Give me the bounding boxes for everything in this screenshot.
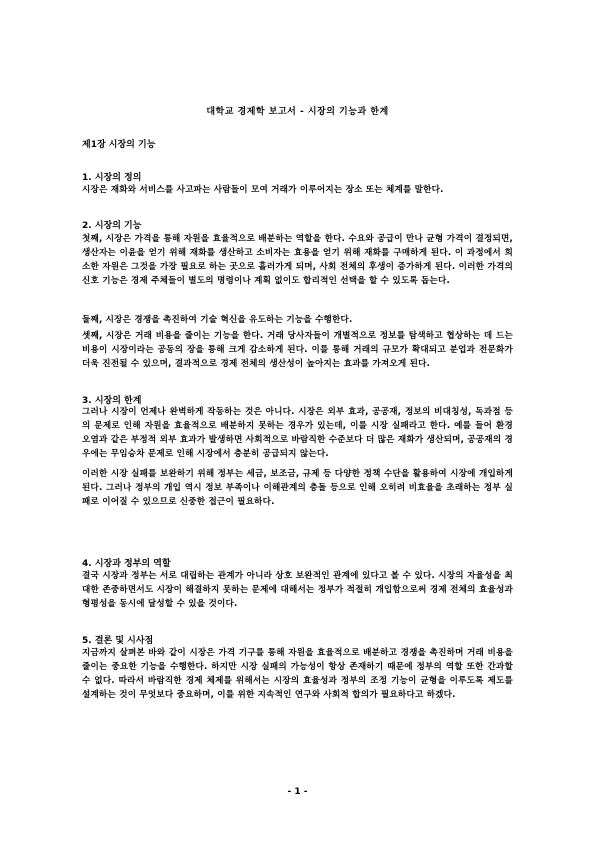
body-paragraph: 셋째, 시장은 거래 비용을 줄이는 기능을 한다. 거래 당사자들이 개별적으로 정보를 탐색하고 협상하는 데 드는 비용이 시장이라는 공동의 장을 통해 크게 감소하게 된다. 이를 통해 거래의 규모가 확대되고 분업과 전문화가 더욱 진전될 수 있으며, 결과적으로 경제 전체의 생산성이 높아지는 효과를 가져오게 된다. [82, 331, 513, 370]
document-title: 대학교 경제학 보고서 - 시장의 기능과 한계 [206, 107, 389, 117]
body-paragraph: 시장은 재화와 서비스를 사고파는 사람들이 모여 거래가 이루어지는 장소 또는 체계를 말한다. [82, 185, 444, 195]
body-paragraph: 둘째, 시장은 경쟁을 촉진하여 기술 혁신을 유도하는 기능을 수행한다. [82, 315, 353, 325]
section-heading: 2. 시장의 기능 [82, 221, 142, 231]
chapter-heading: 제1장 시장의 기능 [82, 140, 156, 150]
section-heading: 4. 시장과 정부의 역할 [82, 559, 171, 569]
page-number: - 1 - [287, 787, 308, 797]
section-heading: 3. 시장의 한계 [82, 396, 142, 406]
section-heading: 5. 결론 및 시사점 [82, 636, 154, 646]
body-paragraph: 지금까지 살펴본 바와 같이 시장은 가격 기구를 통해 자원을 효율적으로 배분하고 경쟁을 촉진하며 거래 비용을 줄이는 중요한 기능을 수행한다. 하지만 시장 실패의 가능성이 항상 존재하기 때문에 정부의 역할 또한 간과할 수 없다. 따라서 바람직한 경제 체제를 위해서는 시장의 효율성과 정부의 조정 기능이 균형을 이루도록 제도를 설계하는 것이 무엇보다 중요하며, 이를 위한 지속적인 연구와 사회적 합의가 필요하다고 하겠다. [82, 648, 513, 701]
body-paragraph: 결국 시장과 정부는 서로 대립하는 관계가 아니라 상호 보완적인 관계에 있다고 볼 수 있다. 시장의 자율성을 최대한 존중하면서도 시장이 해결하지 못하는 문제에 대해서는 정부가 적절히 개입함으로써 경제 전체의 효율성과 형평성을 동시에 달성할 수 있을 것이다. [82, 571, 513, 610]
section-heading: 1. 시장의 정의 [82, 173, 142, 183]
body-paragraph: 첫째, 시장은 가격을 통해 자원을 효율적으로 배분하는 역할을 한다. 수요와 공급이 만나 균형 가격이 결정되면, 생산자는 이윤을 얻기 위해 재화를 생산하고 소비자는 효용을 얻기 위해 재화를 구매하게 된다. 이 과정에서 희소한 자원은 그것을 가장 필요로 하는 곳으로 흘러가게 되며, 사회 전체의 후생이 증가하게 된다. 이러한 가격의 신호 기능은 경제 주체들이 별도의 명령이나 계획 없이도 합리적인 선택을 할 수 있도록 돕는다. [82, 234, 513, 287]
body-paragraph: 이러한 시장 실패를 보완하기 위해 정부는 세금, 보조금, 규제 등 다양한 정책 수단을 활용하여 시장에 개입하게 된다. 그러나 정부의 개입 역시 정보 부족이나 이해관계의 충돌 등으로 인해 오히려 비효율을 초래하는 정부 실패로 이어질 수 있으므로 신중한 접근이 필요하다. [82, 469, 513, 508]
body-paragraph: 그러나 시장이 언제나 완벽하게 작동하는 것은 아니다. 시장은 외부 효과, 공공재, 정보의 비대칭성, 독과점 등의 문제로 인해 자원을 효율적으로 배분하지 못하는 경우가 있는데, 이를 시장 실패라고 한다. 예를 들어 환경 오염과 같은 부정적 외부 효과가 발생하면 사회적으로 바람직한 수준보다 더 많은 재화가 생산되며, 공공재의 경우에는 무임승차 문제로 인해 시장에서 충분히 공급되지 않는다. [82, 407, 513, 460]
